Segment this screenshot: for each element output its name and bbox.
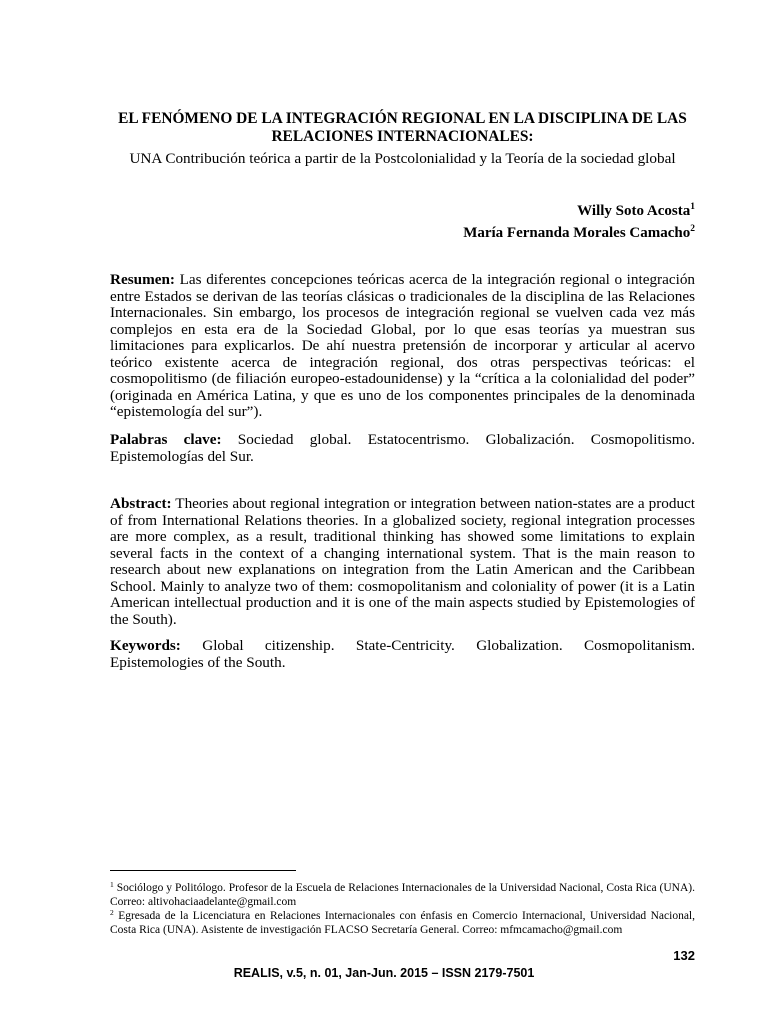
footnote-1 [110,878,695,909]
footnote-text: Egresada de la Licenciatura en Relaciones Internacionales con énfasis en Comercio Internacional, Universidad Nacional, Costa Rica (UNA). Asistente de investigación FLACSO Secretaría General. Correo: mfmcamacho@gmail.com [110,910,695,936]
footnote-divider [110,870,296,871]
author-1 [577,202,695,220]
paper-title: EL FENÓMENO DE LA INTEGRACIÓN REGIONAL EN LA DISCIPLINA DE LAS RELACIONES INTERNACIONALES: [118,110,687,145]
paper-subtitle: UNA Contribución teórica a partir de la Postcolonialidad y la Teoría de la sociedad global [129,150,676,167]
palabras-clave-paragraph [110,432,695,465]
resumen-paragraph [110,272,695,421]
abstract-paragraph [110,496,695,628]
author-2 [463,224,695,242]
footnote-text: Sociólogo y Politólogo. Profesor de la Escuela de Relaciones Internacionales de la Universidad Nacional, Costa Rica (UNA). Correo: altivohaciaadelante@gmail.com [110,882,696,908]
abstract-label: Abstract: [110,495,172,512]
keywords-label: Keywords: [110,637,181,654]
page-number: 132 [673,948,695,963]
author-name: Willy Soto Acosta [577,203,691,219]
footnote-mark: 1 [690,202,695,212]
keywords-paragraph [110,638,695,671]
keywords-text: Global citizenship. State-Centricity. Globalization. Cosmopolitanism. Epistemologies of the South. [110,637,695,671]
resumen-text: Las diferentes concepciones teóricas acerca de la integración regional o integración entre Estados se derivan de las teorías clásicas o tradicionales de la disciplina de las Relaciones Internacionales. Sin embargo, los procesos de integración regional se vuelven cada vez más complejos en esta era de la Sociedad Global, por lo que esas teorías ya muestran sus limitaciones para explicarlos. De ahí nuestra pretensión de incorporar y articular al acervo teórico existente acerca de integración regional, dos otras perspectivas teóricas: el cosmopolitismo (de filiación europeo-estadounidense) y la “crítica a la colonialidad del poder” (originada en América Latina, y que es uno de los componentes principales de la denominada “epistemología del sur”). [110,271,696,420]
footnote-2 [110,906,695,937]
footnote-mark: 2 [110,908,114,917]
resumen-label: Resumen: [110,271,175,288]
palabras-clave-label: Palabras clave: [110,431,222,448]
footnote-mark: 2 [690,224,695,234]
footnote-mark: 1 [110,880,114,889]
author-name: María Fernanda Morales Camacho [463,225,691,241]
journal-citation: REALIS, v.5, n. 01, Jan-Jun. 2015 – ISSN 2179-7501 [233,966,535,980]
abstract-text: Theories about regional integration or integration between nation-states are a product of from International Relations theories. In a globalized society, regional integration processes are more complex, as a result, traditional thinking has showed some limitations to explain several facts in the context of a changing international system. That is the main reason to research about new explanations on integration from the Latin American and the Caribbean School. Mainly to analyze two of them: cosmopolitanism and coloniality of power (it is a Latin American intellectual production and it is one of the main aspects studied by Epistemologies of the South). [110,495,696,628]
palabras-clave-text: Sociedad global. Estatocentrismo. Globalización. Cosmopolitismo. Epistemologías del Sur. [110,431,696,465]
